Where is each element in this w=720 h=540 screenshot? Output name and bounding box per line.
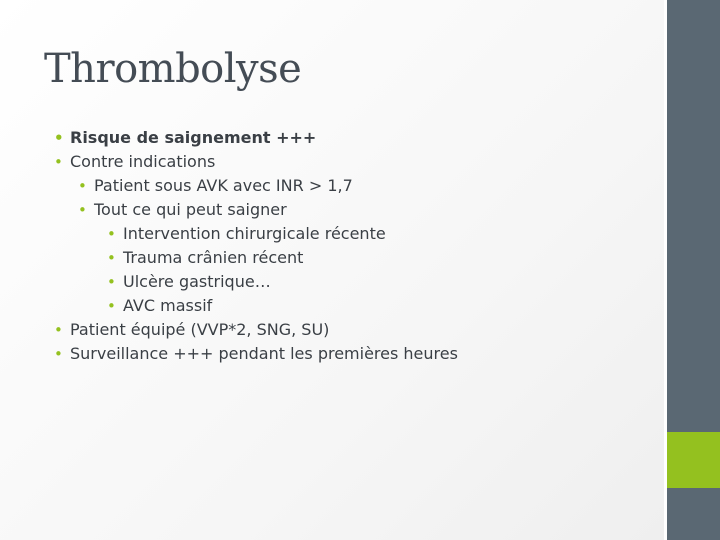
bullet-item: [52, 342, 458, 366]
bullet-dot-icon: •: [78, 201, 87, 219]
bullet-item: [52, 246, 458, 270]
bullet-item: [52, 126, 458, 150]
bullet-dot-icon: •: [54, 153, 63, 171]
bullet-dot-icon: •: [107, 249, 116, 267]
bullet-text: Risque de saignement +++: [70, 128, 317, 147]
bullet-text: Trauma crânien récent: [123, 248, 304, 267]
bullet-dot-icon: •: [107, 225, 116, 243]
bullet-text: Intervention chirurgicale récente: [123, 224, 386, 243]
bullet-item: [52, 150, 458, 174]
bullet-item: [52, 198, 458, 222]
bullet-dot-icon: •: [78, 177, 87, 195]
bullet-text: Ulcère gastrique…: [123, 272, 271, 291]
bullet-text: Patient équipé (VVP*2, SNG, SU): [70, 320, 330, 339]
slide-title: Thrombolyse: [44, 46, 302, 92]
bullet-item: [52, 222, 458, 246]
bullet-item: [52, 174, 458, 198]
bullet-text: Tout ce qui peut saigner: [94, 200, 287, 219]
bullet-dot-icon: •: [107, 297, 116, 315]
bullet-list: [52, 126, 458, 366]
bullet-item: [52, 318, 458, 342]
bullet-text: Surveillance +++ pendant les premières heures: [70, 344, 458, 363]
sidebar-accent-block: [667, 432, 720, 488]
bullet-item: [52, 294, 458, 318]
bullet-dot-icon: •: [54, 129, 64, 147]
bullet-dot-icon: •: [54, 345, 63, 363]
bullet-dot-icon: •: [54, 321, 63, 339]
bullet-item: [52, 270, 458, 294]
bullet-text: Patient sous AVK avec INR > 1,7: [94, 176, 353, 195]
bullet-text: AVC massif: [123, 296, 213, 315]
bullet-text: Contre indications: [70, 152, 216, 171]
bullet-dot-icon: •: [107, 273, 116, 291]
